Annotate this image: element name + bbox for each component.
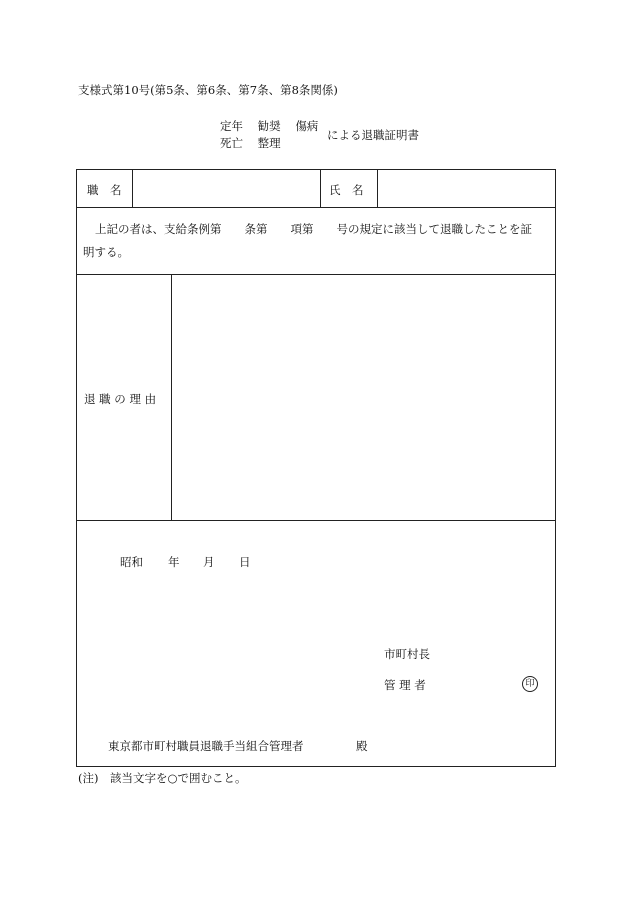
date-month: 月 [203,555,215,569]
form-number-label: 支様式第10号(第5条、第6条、第7条、第8条関係) [78,83,338,97]
row-divider-3 [77,520,555,521]
mayor-label: 市町村長 [384,647,430,661]
honorific: 殿 [356,739,368,753]
certificate-form [76,169,556,767]
type-option-retirement-age: 定年 [220,119,243,133]
name-label: 氏 名 [329,183,364,197]
date-era: 昭和 [120,555,143,569]
col-divider-name-label-left [320,170,321,207]
reason-field[interactable] [177,280,549,514]
col-divider-reason [171,274,172,520]
manager-label: 管 理 者 [384,678,426,692]
retirement-type-options [220,118,318,152]
reason-label: 退 職 の 理 由 [84,392,157,406]
position-field[interactable] [137,182,317,200]
addressee: 東京都市町村職員退職手当組合管理者 [108,739,304,753]
seal-icon: 印 [522,676,538,692]
position-label: 職 名 [87,183,122,197]
date-year: 年 [168,555,180,569]
col-divider-position [132,170,133,207]
document-title: による退職証明書 [327,128,419,142]
name-field[interactable] [383,182,553,200]
row-divider-2 [77,274,555,275]
date-day: 日 [239,555,251,569]
type-option-recommended: 勧奨 [257,119,281,133]
type-option-dismissal: 整理 [257,136,281,150]
type-option-death: 死亡 [220,136,243,150]
col-divider-name-label-right [377,170,378,207]
type-option-injury-illness: 傷病 [295,119,319,133]
row-divider-1 [77,207,555,208]
statement-line-2: 明する。 [83,245,129,259]
footnote: (注) 該当文字を○で囲むこと。 [78,771,247,785]
statement-line-1: 上記の者は、支給条例第 条第 項第 号の規定に該当して退職したことを証 [95,222,532,236]
